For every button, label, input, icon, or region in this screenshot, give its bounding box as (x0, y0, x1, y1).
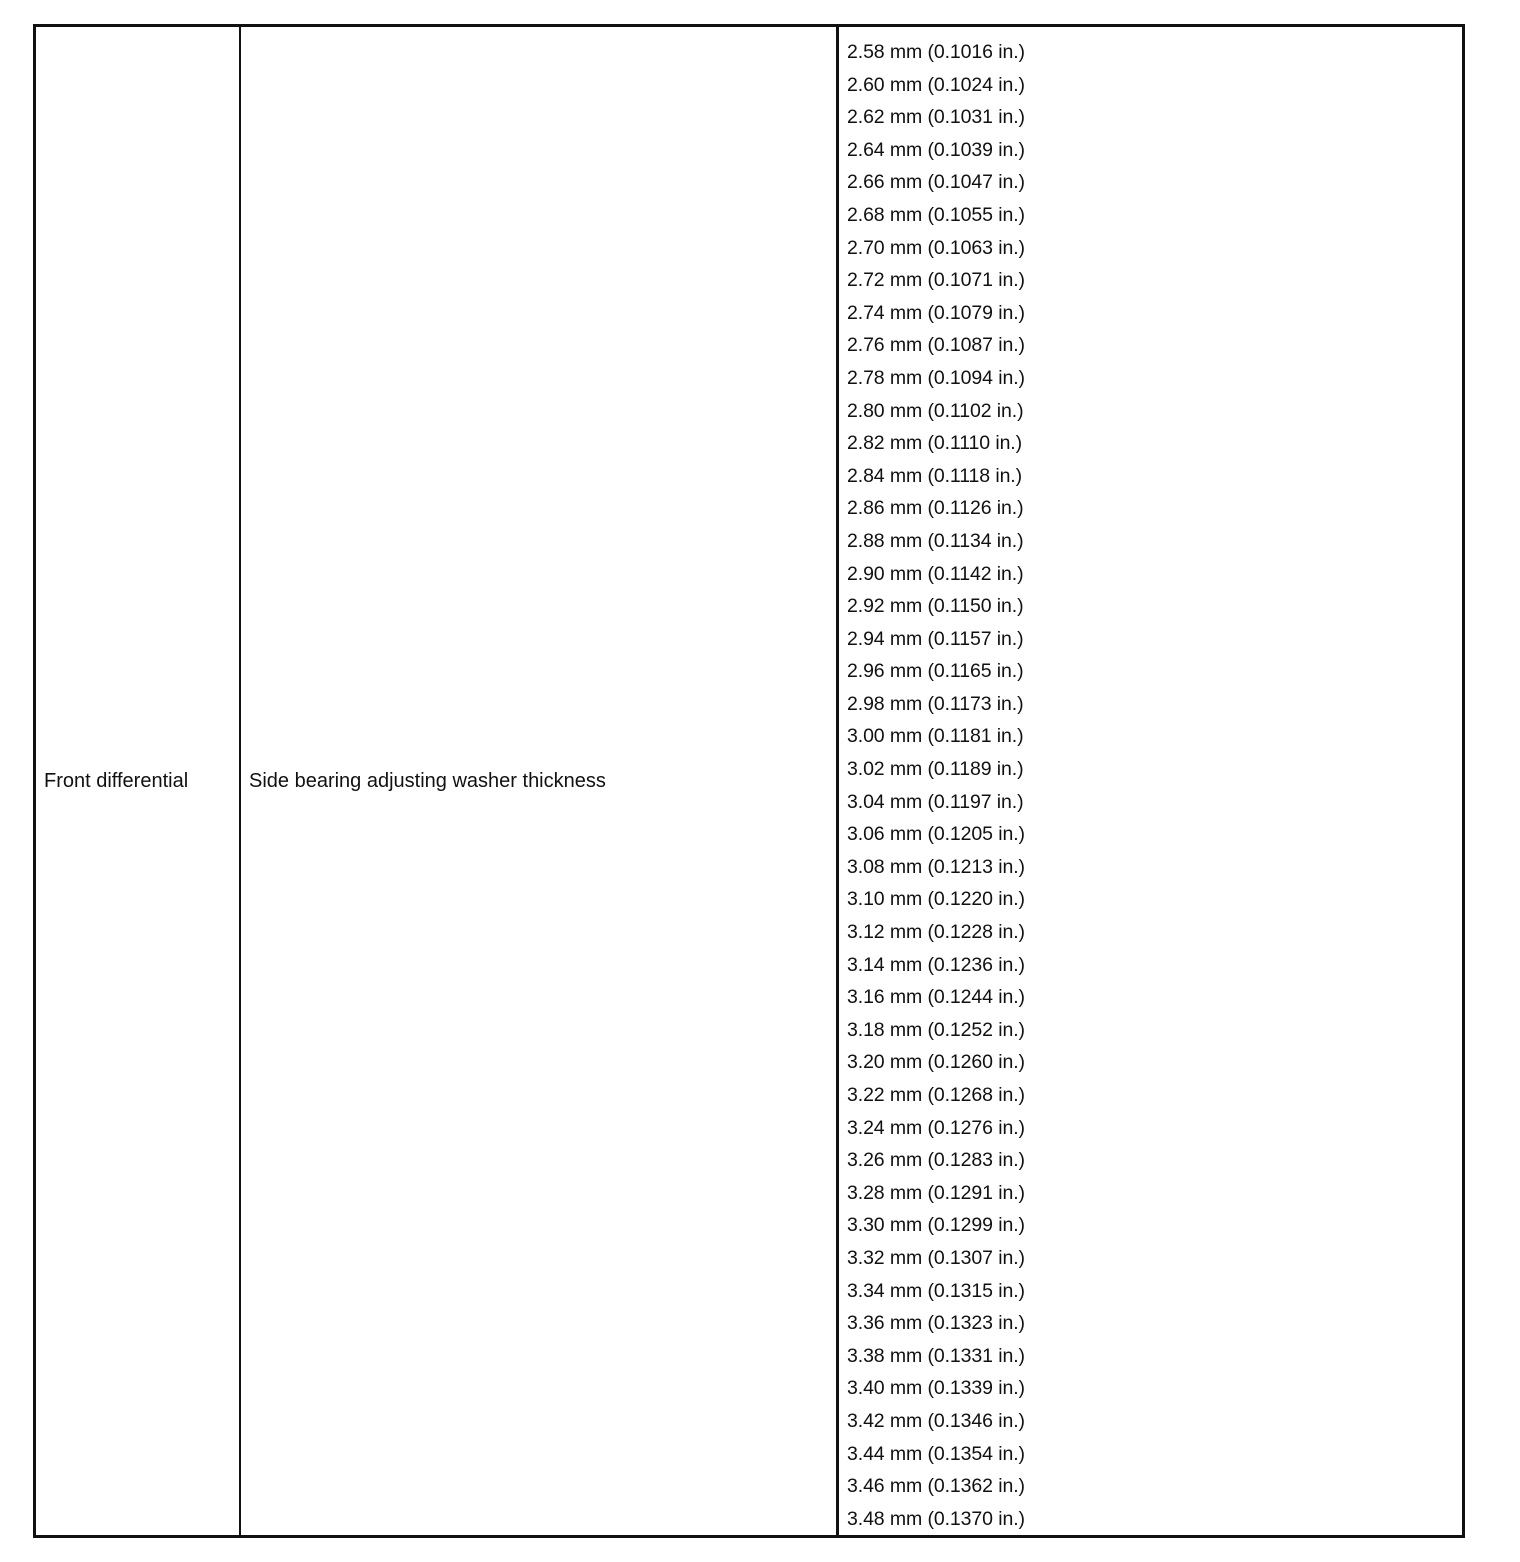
washer-thickness-value: 2.92 mm (0.1150 in.) (847, 595, 1024, 618)
washer-thickness-value: 2.96 mm (0.1165 in.) (847, 660, 1024, 683)
washer-thickness-value: 3.48 mm (0.1370 in.) (847, 1507, 1025, 1530)
washer-thickness-value: 2.94 mm (0.1157 in.) (847, 627, 1024, 650)
component-label: Front differential (44, 770, 189, 792)
item-cell (241, 27, 839, 1535)
specification-table (33, 24, 1465, 1538)
washer-thickness-value: 2.66 mm (0.1047 in.) (847, 171, 1025, 194)
washer-thickness-value: 3.46 mm (0.1362 in.) (847, 1475, 1025, 1498)
washer-thickness-value: 3.40 mm (0.1339 in.) (847, 1377, 1025, 1400)
washer-thickness-value: 3.12 mm (0.1228 in.) (847, 921, 1025, 944)
washer-thickness-value: 2.80 mm (0.1102 in.) (847, 399, 1024, 422)
washer-thickness-value: 2.90 mm (0.1142 in.) (847, 562, 1024, 585)
washer-thickness-value: 3.26 mm (0.1283 in.) (847, 1149, 1025, 1172)
washer-thickness-value: 2.58 mm (0.1016 in.) (847, 41, 1025, 63)
washer-thickness-value: 3.36 mm (0.1323 in.) (847, 1312, 1025, 1335)
washer-thickness-value: 2.72 mm (0.1071 in.) (847, 269, 1025, 292)
washer-thickness-value: 2.76 mm (0.1087 in.) (847, 334, 1025, 357)
washer-thickness-value: 2.88 mm (0.1134 in.) (847, 529, 1024, 552)
washer-thickness-value: 3.18 mm (0.1252 in.) (847, 1018, 1025, 1041)
washer-thickness-value: 3.44 mm (0.1354 in.) (847, 1442, 1025, 1465)
washer-thickness-value: 3.32 mm (0.1307 in.) (847, 1246, 1025, 1269)
washer-thickness-value: 2.86 mm (0.1126 in.) (847, 497, 1024, 520)
washer-thickness-value: 3.00 mm (0.1181 in.) (847, 725, 1024, 748)
washer-thickness-value: 2.98 mm (0.1173 in.) (847, 692, 1024, 715)
washer-thickness-value: 3.34 mm (0.1315 in.) (847, 1279, 1025, 1302)
values-cell (839, 27, 1462, 1535)
washer-thickness-value: 3.06 mm (0.1205 in.) (847, 823, 1025, 846)
washer-thickness-value: 2.68 mm (0.1055 in.) (847, 203, 1025, 226)
washer-thickness-value: 3.10 mm (0.1220 in.) (847, 888, 1025, 911)
washer-thickness-value: 2.60 mm (0.1024 in.) (847, 73, 1025, 96)
washer-thickness-value: 3.24 mm (0.1276 in.) (847, 1116, 1025, 1139)
washer-thickness-value: 3.20 mm (0.1260 in.) (847, 1051, 1025, 1074)
washer-thickness-value: 2.64 mm (0.1039 in.) (847, 138, 1025, 161)
washer-thickness-value: 3.14 mm (0.1236 in.) (847, 953, 1025, 976)
washer-thickness-list (839, 40, 1462, 1539)
washer-thickness-value: 2.74 mm (0.1079 in.) (847, 301, 1025, 324)
item-label: Side bearing adjusting washer thickness (249, 770, 606, 792)
washer-thickness-value: 2.82 mm (0.1110 in.) (847, 432, 1023, 455)
component-cell (36, 27, 241, 1535)
washer-thickness-value: 3.04 mm (0.1197 in.) (847, 790, 1024, 813)
washer-thickness-value: 2.70 mm (0.1063 in.) (847, 236, 1025, 259)
washer-thickness-value: 3.22 mm (0.1268 in.) (847, 1084, 1025, 1106)
washer-thickness-value: 3.28 mm (0.1291 in.) (847, 1181, 1025, 1204)
washer-thickness-value: 3.08 mm (0.1213 in.) (847, 855, 1025, 878)
washer-thickness-value: 3.30 mm (0.1299 in.) (847, 1214, 1025, 1237)
washer-thickness-value: 2.84 mm (0.1118 in.) (847, 464, 1023, 487)
washer-thickness-value: 2.62 mm (0.1031 in.) (847, 106, 1025, 129)
washer-thickness-value: 2.78 mm (0.1094 in.) (847, 366, 1025, 389)
washer-thickness-value: 3.42 mm (0.1346 in.) (847, 1409, 1025, 1432)
washer-thickness-value: 3.16 mm (0.1244 in.) (847, 986, 1025, 1009)
washer-thickness-value: 3.02 mm (0.1189 in.) (847, 758, 1024, 781)
washer-thickness-value: 3.38 mm (0.1331 in.) (847, 1344, 1025, 1367)
